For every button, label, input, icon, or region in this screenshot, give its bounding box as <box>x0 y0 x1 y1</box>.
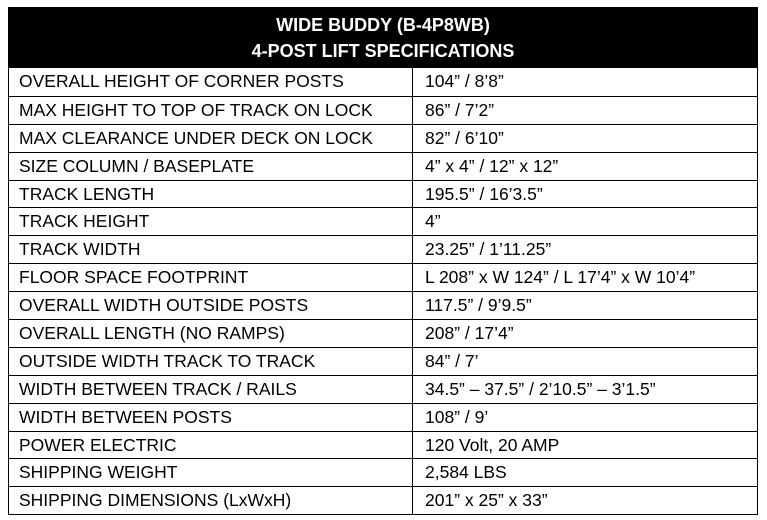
spec-value: 82” / 6’10” <box>425 127 504 148</box>
spec-label: OVERALL HEIGHT OF CORNER POSTS <box>9 68 413 96</box>
spec-label: OVERALL LENGTH (NO RAMPS) <box>9 320 413 347</box>
table-row <box>9 375 757 403</box>
spec-label: TRACK HEIGHT <box>9 208 413 235</box>
table-row <box>9 486 757 514</box>
spec-label: SHIPPING DIMENSIONS (LxWxH) <box>9 487 413 514</box>
spec-value: 4” <box>425 211 441 232</box>
spec-label: WIDTH BETWEEN TRACK / RAILS <box>9 376 413 403</box>
table-row <box>9 96 757 124</box>
table-title: 4-POST LIFT SPECIFICATIONS <box>251 41 515 61</box>
spec-label: WIDTH BETWEEN POSTS <box>9 404 413 431</box>
spec-label: SHIPPING WEIGHT <box>9 459 413 486</box>
table-header <box>9 8 757 68</box>
spec-label: TRACK LENGTH <box>9 181 413 208</box>
spec-label: MAX HEIGHT TO TOP OF TRACK ON LOCK <box>9 97 413 124</box>
spec-value: 84” / 7’ <box>425 350 479 371</box>
table-row <box>9 263 757 291</box>
spec-value: 2,584 LBS <box>425 462 507 483</box>
spec-value: 120 Volt, 20 AMP <box>425 434 560 455</box>
spec-value: L 208” x W 124” / L 17’4” x W 10’4” <box>425 267 696 288</box>
spec-label: FLOOR SPACE FOOTPRINT <box>9 264 413 291</box>
spec-value: 201” x 25” x 33” <box>425 490 548 511</box>
product-title: WIDE BUDDY (B-4P8WB) <box>276 15 490 35</box>
spec-label: TRACK WIDTH <box>9 236 413 263</box>
table-row <box>9 124 757 152</box>
spec-value: 195.5” / 16’3.5” <box>425 183 543 204</box>
spec-value: 208” / 17’4” <box>425 322 514 343</box>
spec-value: 4” x 4” / 12” x 12” <box>425 155 559 176</box>
table-row <box>9 152 757 180</box>
table-row <box>9 180 757 208</box>
spec-value: 34.5” – 37.5” / 2’10.5” – 3’1.5” <box>425 378 656 399</box>
spec-value: 108” / 9’ <box>425 406 489 427</box>
spec-value: 86” / 7’2” <box>425 99 495 120</box>
spec-value: 23.25” / 1’11.25” <box>425 239 552 260</box>
table-row <box>9 291 757 319</box>
spec-label: POWER ELECTRIC <box>9 432 413 459</box>
table-row <box>9 68 757 96</box>
spec-value: 117.5” / 9’9.5” <box>425 295 532 316</box>
table-row <box>9 431 757 459</box>
table-row <box>9 207 757 235</box>
table-row <box>9 347 757 375</box>
table-row <box>9 235 757 263</box>
table-row <box>9 458 757 486</box>
spec-label: MAX CLEARANCE UNDER DECK ON LOCK <box>9 125 413 152</box>
table-row <box>9 319 757 347</box>
table-row <box>9 403 757 431</box>
spec-table <box>8 7 758 515</box>
spec-label: OVERALL WIDTH OUTSIDE POSTS <box>9 292 413 319</box>
spec-rows <box>9 68 757 514</box>
spec-label: OUTSIDE WIDTH TRACK TO TRACK <box>9 348 413 375</box>
spec-value: 104” / 8’8” <box>425 71 504 92</box>
spec-label: SIZE COLUMN / BASEPLATE <box>9 153 413 180</box>
